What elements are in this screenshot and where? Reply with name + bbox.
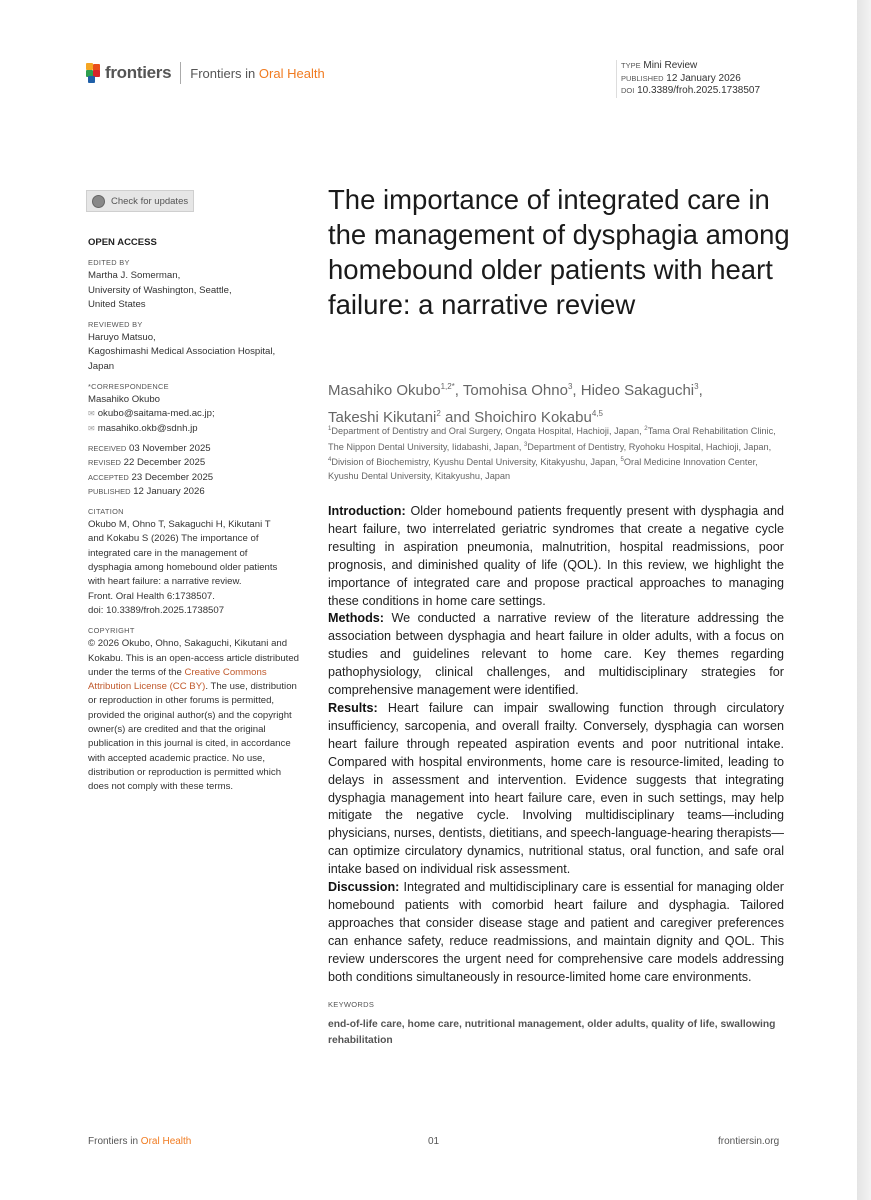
type-label: TYPE — [621, 61, 641, 70]
site-link[interactable]: frontiersin.org — [718, 1136, 780, 1147]
reviewer-line: Haruyo Matsuo, — [88, 332, 156, 344]
affiliation: Tama Oral Rehabilitation Clinic, The Nippon Dental University, Iidabashi, Japan, — [328, 426, 776, 452]
reviewer-line: Kagoshimashi Medical Association Hospital, — [88, 346, 276, 358]
footer-journal-prefix: Frontiers in — [88, 1136, 139, 1147]
doi-value[interactable]: 10.3389/froh.2025.1738507 — [637, 85, 761, 96]
section-text: Heart failure can impair swallowing function through circulatory insufficiency, sarcopenia, and overall frailty. Conversely, dysphagia can worsen heart failure through repeated aspiration events and poor nutritional intake. Compared with hospital environments, home care is resource-limited, leading to delays in assessment and intervention. Evidence suggests that integrating dysphagia management into heart failure care, even in such settings, may help mitigate the negative cycle. Involving multidisciplinary teams—including physicians, nurses, dentists, dietitians, and speech-language-hearing therapists—can optimize circulatory dynamics, nutritional status, oral function, and safe oral intake based on individual risk assessment. — [328, 700, 784, 877]
affiliations — [328, 423, 788, 484]
abstract-methods — [328, 610, 784, 700]
date-value: 12 January 2026 — [133, 485, 205, 497]
section-label: Results: — [328, 700, 378, 715]
section-label: Methods: — [328, 611, 384, 626]
affiliation-number: 4 — [328, 457, 332, 464]
date-value: 03 November 2025 — [129, 442, 211, 454]
edited-by-label: EDITED BY — [88, 258, 130, 268]
footer-journal[interactable] — [88, 1136, 191, 1147]
copyright-before: © 2026 Okubo, Ohno, Sakaguchi, Kikutani and Kokabu. This is an open-access article distributed under the terms of the — [88, 638, 299, 678]
date-value: 23 December 2025 — [131, 471, 214, 483]
abstract-discussion — [328, 879, 784, 986]
copyright-label: COPYRIGHT — [88, 626, 135, 636]
editor-line: University of Washington, Seattle, — [88, 284, 232, 296]
correspondence-name: Masahiko Okubo — [88, 394, 160, 406]
keywords-label: KEYWORDS — [328, 1000, 375, 1009]
date-value: 22 December 2025 — [123, 457, 206, 469]
separator: , — [698, 382, 703, 399]
separator: , — [454, 382, 463, 399]
citation-line: Okubo M, Ohno T, Sakaguchi H, Kikutani T — [88, 519, 271, 531]
section-text: Integrated and multidisciplinary care is essential for managing older homebound patients with comorbid heart failure and dysphagia. Tailored approaches that consider disease stage and patient and caregiver preferences can enhance safety, reduce readmissions, and maintain dignity and QOL. This review underscores the urgent need for comprehensive care models addressing both conditions simultaneously in resource-limited home care environments. — [328, 880, 784, 984]
citation-line: doi: 10.3389/froh.2025.1738507 — [88, 604, 225, 616]
section-text: We conducted a narrative review of the literature addressing the association between dysphagia and heart failure in older adults, with a focus on studies and guidelines relevant to home care. Key themes regarding pathophysiology, clinical challenges, and multidisciplinary strategies for comprehensive management were identified. — [328, 611, 784, 698]
section-label: Discussion: — [328, 880, 400, 895]
author-affiliation: 4,5 — [591, 409, 603, 418]
journal-header — [86, 62, 325, 84]
section-text: Older homebound patients frequently present with dysphagia and heart failure, two interrelated geriatric syndromes that create a negative cycle resulting in aspiration pneumonia, malnutrition, hospital readmissions, poor prognosis, and diminished quality of life (QOL). In this review, we highlight the importance of integrated care and propose practical approaches to managing these conditions in home care settings. — [328, 504, 784, 608]
doi-label: DOI — [621, 86, 635, 95]
author-affiliation: 3 — [694, 382, 699, 391]
affiliation-number: 1 — [328, 426, 332, 432]
author-name: Hideo Sakaguchi — [580, 382, 695, 399]
keywords: end-of-life care, home care, nutritional management, older adults, quality of life, swallowing rehabilitation — [328, 1019, 776, 1046]
divider — [180, 62, 181, 84]
type-value: Mini Review — [643, 60, 698, 71]
footer-journal-name: Oral Health — [140, 1136, 192, 1147]
frontiers-logo-icon — [86, 63, 100, 83]
citation-line: and Kokabu S (2026) The importance of — [88, 533, 259, 545]
date-label: REVISED — [88, 458, 121, 468]
email-link[interactable]: masahiko.okb@sdnh.jp — [97, 422, 198, 434]
abstract-results — [328, 700, 784, 879]
published-value: 12 January 2026 — [666, 72, 741, 84]
editor-line: United States — [88, 298, 146, 310]
affiliation-number: 2 — [644, 426, 648, 432]
author-name: Tomohisa Ohno — [462, 382, 568, 399]
author-list — [328, 375, 798, 429]
author-affiliation: 1,2* — [440, 382, 455, 391]
reviewed-by-label: REVIEWED BY — [88, 320, 143, 330]
bookmark-icon — [92, 195, 105, 208]
page-number: 01 — [428, 1136, 440, 1147]
journal-name[interactable] — [190, 66, 324, 81]
journal-prefix: Frontiers in — [190, 65, 256, 81]
affiliation-number: 3 — [523, 441, 528, 448]
citation-line: dysphagia among homebound older patients — [88, 562, 278, 574]
citation-line: integrated care in the management of — [88, 547, 248, 559]
open-access-label: OPEN ACCESS — [88, 237, 157, 248]
editor-line: Martha J. Somerman, — [88, 270, 181, 282]
check-for-updates-button[interactable] — [86, 190, 194, 212]
citation-line: with heart failure: a narrative review. — [88, 576, 242, 588]
sidebar — [88, 236, 313, 795]
article-meta — [616, 60, 760, 98]
affiliation: Department of Dentistry and Oral Surgery, Ongata Hospital, Hachioji, Japan, — [331, 426, 645, 437]
author[interactable] — [328, 382, 455, 399]
cc-by-license-link[interactable]: Creative Commons Attribution License (CC BY) — [88, 666, 267, 693]
affiliation: Department of Dentistry, Ryohoku Hospital, Hachioji, Japan, — [527, 441, 772, 452]
affiliation: Oral Medicine Innovation Center, Kyushu Dental University, Kitakyushu, Japan — [328, 457, 758, 481]
published-label: PUBLISHED — [621, 73, 664, 83]
author[interactable] — [581, 382, 699, 399]
journal-name-accent: Oral Health — [258, 65, 325, 81]
abstract — [328, 503, 784, 986]
mail-icon: ✉ — [88, 423, 95, 433]
affiliation: Division of Biochemistry, Kyushu Dental University, Kitakyushu, Japan, — [331, 457, 621, 468]
email-link[interactable]: okubo@saitama-med.ac.jp; — [97, 408, 215, 420]
page-edge — [857, 0, 871, 1200]
citation-line: Front. Oral Health 6:1738507. — [88, 590, 215, 602]
author-name: Masahiko Okubo — [328, 382, 441, 399]
author-affiliation: 2 — [436, 409, 441, 418]
author[interactable] — [463, 382, 573, 399]
author-affiliation: 3 — [567, 382, 573, 391]
section-label: Introduction: — [328, 504, 406, 518]
date-label: ACCEPTED — [88, 472, 129, 482]
frontiers-logo-text: frontiers — [105, 63, 172, 82]
author-name: Takeshi Kikutani — [328, 409, 437, 426]
copyright-text — [88, 637, 300, 794]
reviewer-line: Japan — [88, 360, 115, 372]
date-label: RECEIVED — [88, 443, 127, 453]
copyright-after: . The use, distribution or reproduction in other forums is permitted, provided the original author(s) and the copyright owner(s) are credited and that the original publication in this journal is cited, in accordance with accepted academic practice. No use, distribution or reproduction is permitted which does not comply with these terms. — [88, 681, 297, 793]
date-label: PUBLISHED — [88, 486, 131, 496]
separator: , — [572, 382, 581, 399]
article-title: The importance of integrated care in the management of dysphagia among homebound older patients with heart failure: a narrative review — [328, 184, 790, 320]
correspondence-label: *CORRESPONDENCE — [88, 382, 169, 392]
check-updates-label: Check for updates — [111, 195, 189, 207]
affiliation-number: 5 — [620, 457, 624, 464]
citation-label: CITATION — [88, 507, 124, 517]
abstract-introduction — [328, 503, 784, 610]
author-name: Shoichiro Kokabu — [474, 409, 592, 426]
separator: and — [440, 409, 475, 426]
mail-icon: ✉ — [88, 409, 95, 419]
